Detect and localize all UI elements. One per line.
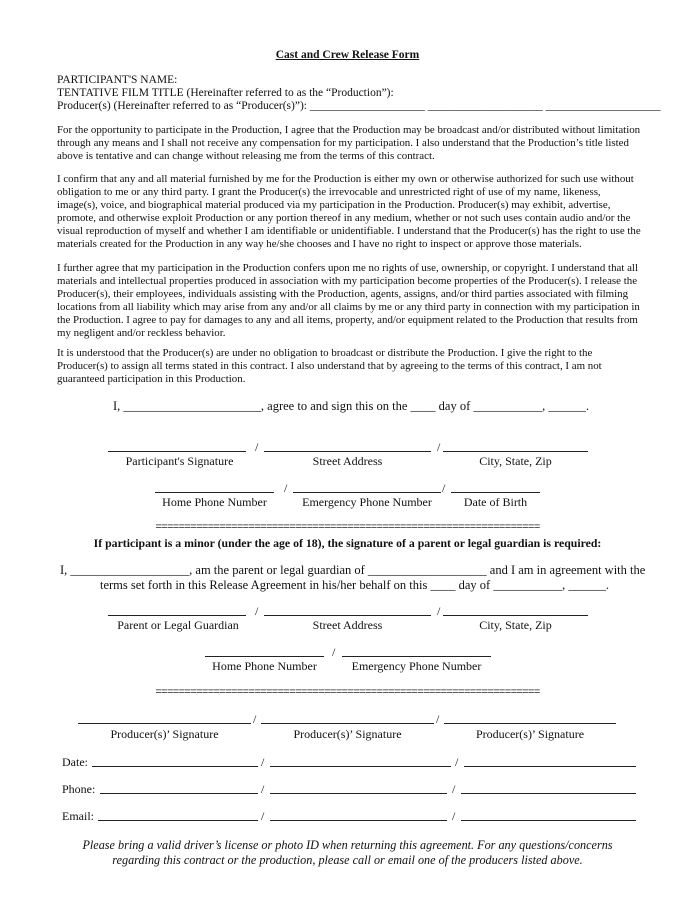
slash-separator: / (452, 782, 456, 796)
guardian-statement-line2[interactable]: terms set forth in this Release Agreement in his/her behalf on this ____ day of ___________, ______. (100, 578, 609, 592)
slash-separator: / (332, 645, 336, 659)
guardian-signature-label: Parent or Legal Guardian (117, 618, 239, 632)
section-separator: ================================================================== (155, 521, 540, 533)
participant-home-phone-field[interactable] (155, 492, 274, 493)
producer-signature-label-2: Producer(s)’ Signature (293, 727, 402, 741)
producer-signature-field-3[interactable] (444, 723, 616, 724)
producer-email-field-1[interactable] (98, 820, 258, 821)
producer-date-field-1[interactable] (92, 766, 258, 767)
guardian-street-label: Street Address (312, 618, 383, 632)
producer-signature-field-2[interactable] (261, 723, 434, 724)
paragraph-line: through any means and I shall not receive any compensation for my participation. I also understand that the Production’s title listed (57, 136, 629, 149)
producer-email-field-2[interactable] (270, 820, 447, 821)
guardian-emergency-phone-field[interactable] (342, 656, 491, 657)
producer-email-label: Email: (62, 809, 94, 823)
participant-emergency-phone-label: Emergency Phone Number (302, 495, 432, 509)
paragraph-line: above is tentative and can change without releasing me from the terms of this contract. (57, 149, 435, 162)
participant-name-label: PARTICIPANT'S NAME: (57, 74, 178, 86)
producer-phone-field-2[interactable] (270, 793, 447, 794)
paragraph-line: my negligent and/or reckless behavior. (57, 326, 226, 339)
paragraph-line: guaranteed participation in this Production. (57, 372, 246, 385)
slash-separator: / (284, 481, 288, 495)
footer-note-line1: Please bring a valid driver’s license or photo ID when returning this agreement. For any questions/concerns (82, 838, 613, 852)
producer-phone-label: Phone: (62, 782, 96, 796)
slash-separator: / (437, 604, 441, 618)
producer-email-field-3[interactable] (461, 820, 636, 821)
paragraph-line: obligation to me or any third party. I grant the Producer(s) the irrevocable and unrestricted right of use of my name, likeness, (57, 185, 601, 198)
participant-street-field[interactable] (264, 451, 431, 452)
participant-dob-label: Date of Birth (463, 495, 528, 509)
producer-signature-label-1: Producer(s)’ Signature (110, 727, 219, 741)
slash-separator: / (255, 604, 259, 618)
paragraph-line: image(s), voice, and biographical material produced via my participation in the Production. Producer(s) may exhibit, advertise, (57, 198, 611, 211)
slash-separator: / (261, 782, 265, 796)
participant-signature-field[interactable] (108, 451, 246, 452)
paragraph-line: Producer(s), their employees, individuals assisting with the Production, agents, assigns, and/or third parties associated with filming (57, 287, 629, 300)
paragraph-rights-grant (57, 173, 641, 250)
paragraph-line: I further agree that my participation in the Production confers upon me no rights of use, ownership, or copyright. I understand that all (57, 262, 638, 274)
slash-separator: / (455, 755, 459, 769)
paragraph-line: I confirm that any and all material furnished by me for the Production is either my own or otherwise authorized for such use without (57, 173, 634, 185)
film-title-label: TENTATIVE FILM TITLE (Hereinafter referred to as the “Production”): (57, 87, 394, 99)
slash-separator: / (436, 712, 440, 726)
participant-emergency-phone-field[interactable] (293, 492, 441, 493)
participant-city-label: City, State, Zip (479, 454, 552, 468)
producer-phone-field-1[interactable] (100, 793, 258, 794)
paragraph-line: locations from all liability which may arise from any and/or all claims by me or any third party in connection with my participation in (57, 300, 640, 313)
guardian-home-phone-field[interactable] (205, 656, 324, 657)
agreement-line[interactable]: I, ______________________, agree to and sign this on the ____ day of ___________, ______. (113, 399, 589, 413)
paragraph-compensation (57, 124, 641, 163)
participant-dob-field[interactable] (451, 492, 540, 493)
paragraph-line: It is understood that the Producer(s) are under no obligation to broadcast or distribute the Production. I give the right to the (57, 347, 593, 359)
producers-label: Producer(s) (Hereinafter referred to as “Producer(s)”): ____________________ ____________________ ____________________ (57, 100, 661, 112)
minor-notice: If participant is a minor (under the age of 18), the signature of a parent or legal guardian is required: (93, 536, 602, 550)
producer-phone-field-3[interactable] (461, 793, 636, 794)
paragraph-liability (57, 262, 640, 339)
paragraph-line: Producer(s) to assign all terms stated in this contract. I also understand that by agreeing to the terms of this contract, I am not (57, 359, 602, 372)
slash-separator: / (437, 440, 441, 454)
paragraph-line: promote, and otherwise exploit Production or any portion thereof in any medium, whether or not such uses contain audio and/or the (57, 211, 631, 224)
slash-separator: / (442, 481, 446, 495)
producer-signature-label-3: Producer(s)’ Signature (475, 727, 585, 741)
slash-separator: / (255, 440, 259, 454)
guardian-home-phone-label: Home Phone Number (212, 659, 317, 673)
guardian-street-field[interactable] (264, 615, 431, 616)
paragraph-line: materials created for the Production in any way he/she chooses and I have no right to inspect or approve those materials. (57, 237, 582, 250)
slash-separator: / (261, 755, 265, 769)
producer-date-field-2[interactable] (270, 766, 451, 767)
participant-city-field[interactable] (443, 451, 588, 452)
slash-separator: / (261, 809, 265, 823)
participant-home-phone-label: Home Phone Number (162, 495, 267, 509)
paragraph-line: For the opportunity to participate in the Production, I agree that the Production may be broadcast and/or distributed without limitation (57, 124, 641, 136)
guardian-emergency-phone-label: Emergency Phone Number (351, 659, 482, 673)
slash-separator: / (452, 809, 456, 823)
producer-date-label: Date: (62, 755, 88, 769)
paragraph-no-obligation (57, 347, 637, 386)
paragraph-line: the Production. I agree to pay for damages to any and all items, property, and/or equipment related to the Production that results from (57, 313, 638, 326)
section-separator: ================================================================== (155, 686, 540, 698)
form-title: Cast and Crew Release Form (275, 49, 420, 61)
producer-signature-field-1[interactable] (78, 723, 251, 724)
footer-note-line2: regarding this contract or the production, please call or email one of the producers listed above. (112, 853, 583, 867)
paragraph-line: visual reproduction of myself and whether I am identifiable or unidentifiable. I understand that the Producer(s) has the right to use the (57, 224, 641, 237)
slash-separator: / (253, 712, 257, 726)
participant-street-label: Street Address (312, 454, 383, 468)
guardian-statement-line1[interactable]: I, ___________________, am the parent or legal guardian of ___________________ and I am in agreement with the (60, 563, 646, 577)
participant-signature-label: Participant's Signature (125, 454, 234, 468)
producer-date-field-3[interactable] (464, 766, 636, 767)
guardian-city-field[interactable] (443, 615, 588, 616)
guardian-signature-field[interactable] (108, 615, 246, 616)
paragraph-line: materials and intellectual properties produced in association with my participation become properties of the Producer(s). I release the (57, 274, 638, 287)
guardian-city-label: City, State, Zip (479, 618, 552, 632)
